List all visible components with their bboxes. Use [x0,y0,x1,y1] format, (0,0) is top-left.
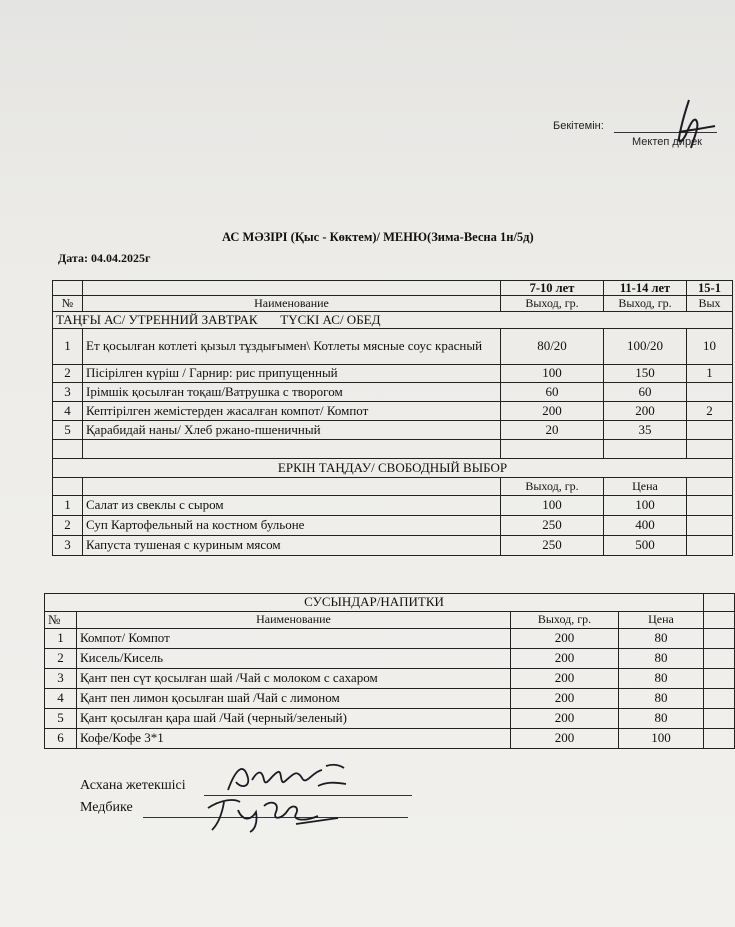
dish-name: Қарабидай наны/ Хлеб ржано-пшеничный [83,421,501,440]
table-row [53,365,733,383]
yield-header: Вых [687,296,733,312]
price-header: Цена [604,478,687,496]
drink-name: Қант пен сүт қосылған шай /Чай с молоком с сахаром [77,669,511,689]
row-number: 3 [53,536,83,556]
nurse-label: Медбике [80,800,133,815]
row-number: 2 [53,365,83,383]
yield-value: 20 [501,421,604,440]
table-row [45,709,735,729]
yield-value: 2 [687,402,733,421]
price-value: 500 [604,536,687,556]
yield-value: 100 [501,365,604,383]
row-number: 4 [45,689,77,709]
num-header: № [45,612,77,629]
drinks-table [44,593,735,749]
approval-role: Мектеп дирек [632,136,702,148]
dish-name: Кептірілген жемістерден жасалған компот/ Компот [83,402,501,421]
yield-header: Выход, гр. [501,296,604,312]
yield-value: 250 [501,516,604,536]
meal-section-title: ТАҢҒЫ АС/ УТРЕННИЙ ЗАВТРАК ТҮСКІ АС/ ОБЕД [53,312,733,329]
dish-name: Суп Картофельный на костном бульоне [83,516,501,536]
table-row [53,516,733,536]
drinks-title: СУСЫНДАР/НАПИТКИ [45,594,704,612]
yield-value: 200 [511,669,619,689]
chef-label: Асхана жетекшісі [80,778,186,793]
row-number: 1 [45,629,77,649]
table-row [53,496,733,516]
yield-value: 100 [501,496,604,516]
yield-value: 200 [511,729,619,749]
yield-header: Выход, гр. [511,612,619,629]
director-signature-icon [655,92,717,162]
table-row [53,440,733,459]
table-row [45,669,735,689]
price-value: 400 [604,516,687,536]
row-number: 5 [45,709,77,729]
dish-name: Капуста тушеная с куриным мясом [83,536,501,556]
yield-value: 60 [501,383,604,402]
table-row [53,402,733,421]
main-menu-table [52,280,733,556]
menu-title: АС МӘЗІРІ (Қыс - Көктем)/ МЕНЮ(Зима-Весна 1н/5д) [222,230,534,244]
yield-value: 60 [604,383,687,402]
row-number: 2 [45,649,77,669]
yield-value: 35 [604,421,687,440]
yield-value: 1 [687,365,733,383]
table-row [53,383,733,402]
row-number: 3 [45,669,77,689]
yield-value: 250 [501,536,604,556]
row-number: 5 [53,421,83,440]
yield-header: Выход, гр. [501,478,604,496]
yield-value: 80/20 [501,329,604,365]
dish-name: Пісірілген күріш / Гарнир: рис припущенный [83,365,501,383]
table-row [45,649,735,669]
yield-value: 10 [687,329,733,365]
dish-name: Ет қосылған котлеті қызыл тұздығымен\ Котлеты мясные соус красный [83,329,501,365]
yield-value: 200 [511,649,619,669]
row-number: 4 [53,402,83,421]
yield-value: 100/20 [604,329,687,365]
num-header: № [53,296,83,312]
price-value: 100 [604,496,687,516]
name-header: Наименование [77,612,511,629]
table-row [45,689,735,709]
drink-name: Кофе/Кофе 3*1 [77,729,511,749]
free-choice-title: ЕРКІН ТАҢДАУ/ СВОБОДНЫЙ ВЫБОР [53,459,733,478]
approval-label: Бекітемін: [553,120,604,132]
row-number: 1 [53,329,83,365]
yield-value: 200 [501,402,604,421]
drink-name: Компот/ Компот [77,629,511,649]
price-value: 80 [619,689,704,709]
name-header: Наименование [83,296,501,312]
price-value: 100 [619,729,704,749]
table-row [45,729,735,749]
age-group-15: 15-1 [687,281,733,296]
menu-date: Дата: 04.04.2025г [58,251,151,265]
yield-value: 200 [604,402,687,421]
yield-value: 200 [511,629,619,649]
row-number: 1 [53,496,83,516]
price-value: 80 [619,649,704,669]
drink-name: Қант қосылған қара шай /Чай (черный/зеленый) [77,709,511,729]
yield-value: 150 [604,365,687,383]
table-row [53,329,733,365]
dish-name: Ірімшік қосылған тоқаш/Ватрушка с творогом [83,383,501,402]
table-row [53,421,733,440]
yield-value: 200 [511,689,619,709]
yield-header: Выход, гр. [604,296,687,312]
yield-value [687,383,733,402]
row-number: 6 [45,729,77,749]
drink-name: Кисель/Кисель [77,649,511,669]
price-value: 80 [619,669,704,689]
age-group-7-10: 7-10 лет [501,281,604,296]
row-number: 2 [53,516,83,536]
age-group-11-14: 11-14 лет [604,281,687,296]
price-header: Цена [619,612,704,629]
table-row [45,629,735,649]
row-number: 3 [53,383,83,402]
nurse-signature-icon [200,790,350,835]
yield-value [687,421,733,440]
table-row [53,536,733,556]
price-value: 80 [619,709,704,729]
drink-name: Қант пен лимон қосылған шай /Чай с лимоном [77,689,511,709]
dish-name: Салат из свеклы с сыром [83,496,501,516]
price-value: 80 [619,629,704,649]
yield-value: 200 [511,709,619,729]
